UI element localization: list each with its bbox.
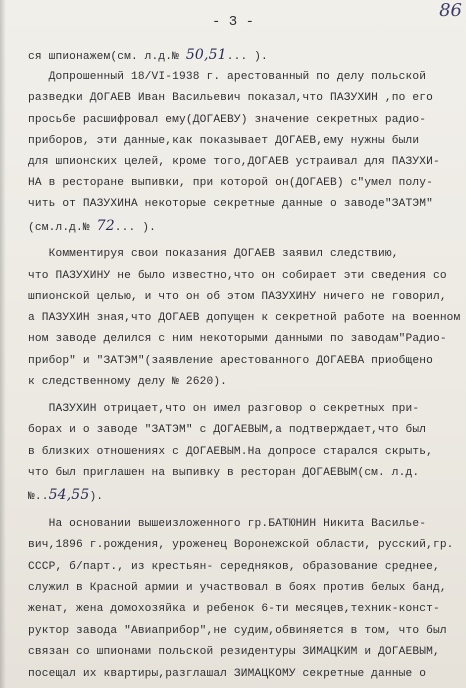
text-line: чить от ПАЗУХИНА некоторые секретные данные о заводе"ЗАТЭМ" [28, 198, 433, 210]
typed-text: ... ). [226, 51, 268, 63]
typed-text: №.. [28, 491, 49, 503]
text-line: что был приглашен на выпивку в ресторан ДОГАЕВЫМ(см. л.д. [28, 467, 420, 479]
text-line: шпионской целью, и что он об этом ПАЗУХИНУ ничего не говорил, [28, 291, 447, 303]
text-line: Допрошенный 18/VI-1938 г. арестованный по делу польской [28, 71, 427, 83]
text-line: ном заводе делился с ним некоторыми данными по заводам"Радио- [28, 333, 447, 345]
text-line [28, 219, 156, 235]
archive-page-number: 86 [439, 0, 462, 21]
text-line: руктор завода "Авиаприбор",не судим,обвиняется в том, что был [28, 625, 447, 637]
text-line [28, 48, 268, 64]
text-line: приборов, эти данные,как показывает ДОГАЕВ,ему нужны были [28, 135, 420, 147]
text-line [28, 488, 103, 504]
page-edge-shadow [0, 0, 6, 688]
typed-text: ... ). [114, 222, 156, 234]
page-number: - 3 - [211, 14, 254, 30]
text-line: прибор" и "ЗАТЭМ"(заявление арестованного ДОГАЕВА приобщено [28, 355, 433, 367]
text-line: НА в ресторане выпивки, при которой он(ДОГАЕВ) с"умел полу- [28, 177, 433, 189]
text-line: СССР, б/парт., из крестьян- середняков, образование среднее, [28, 561, 440, 573]
handwritten-reference: 50,51 [185, 47, 227, 63]
typed-text: (см.л.д.№ [28, 222, 97, 234]
text-line: борах и о заводе "ЗАТЭМ" с ДОГАЕВЫМ,а подтверждает,что был [28, 424, 427, 436]
text-line: а ПАЗУХИН зная,что ДОГАЕВ допущен к секретной работе на военном [28, 312, 461, 324]
text-line: просьбе расшифровал ему(ДОГАЕВУ) значение секретных радио- [28, 114, 427, 126]
text-line: в близких отношениях с ДОГАЕВЫМ.На допросе старался скрыть, [28, 446, 433, 458]
typed-text: ). [89, 491, 104, 503]
text-line: служил в Красной армии и участвовал в боях против белых банд, [28, 582, 447, 594]
handwritten-reference: 72 [96, 218, 115, 234]
typed-text: ся шпионажем(см. л.д.№ [28, 51, 186, 63]
text-line: разведки ДОГАЕВ Иван Васильевич показал,что ПАЗУХИН ,по его [28, 92, 433, 104]
text-line: посещал их квартиры,разглашал ЗИМАЦКОМУ секретные данные о [28, 668, 427, 680]
text-line: Комментируя свои показания ДОГАЕВ заявил следствию, [28, 248, 399, 260]
handwritten-reference: 54,55 [48, 487, 90, 503]
text-line: женат, жена домохозяйка и ребенок 6-ти месяцев,техник-конст- [28, 603, 440, 615]
text-line: На основании вышеизложенного гр.БАТЮНИН Никита Василье- [28, 518, 427, 530]
text-line: связан со шпионами польской резидентуры ЗИМАЦКИМ и ДОГАЕВЫМ, [28, 646, 440, 658]
text-line: для шпионских целей, кроме того,ДОГАЕВ устраивал для ПАЗУХИ- [28, 156, 440, 168]
text-line: что ПАЗУХИНУ не было известно,что он собирает эти сведения со [28, 270, 447, 282]
text-line: вич,1896 г.рождения, уроженец Воронежской области, русский,гр. [28, 539, 454, 551]
text-line: ПАЗУХИН отрицает,что он имел разговор о секретных при- [28, 403, 420, 415]
text-line: к следственному делу № 2620). [28, 376, 228, 388]
